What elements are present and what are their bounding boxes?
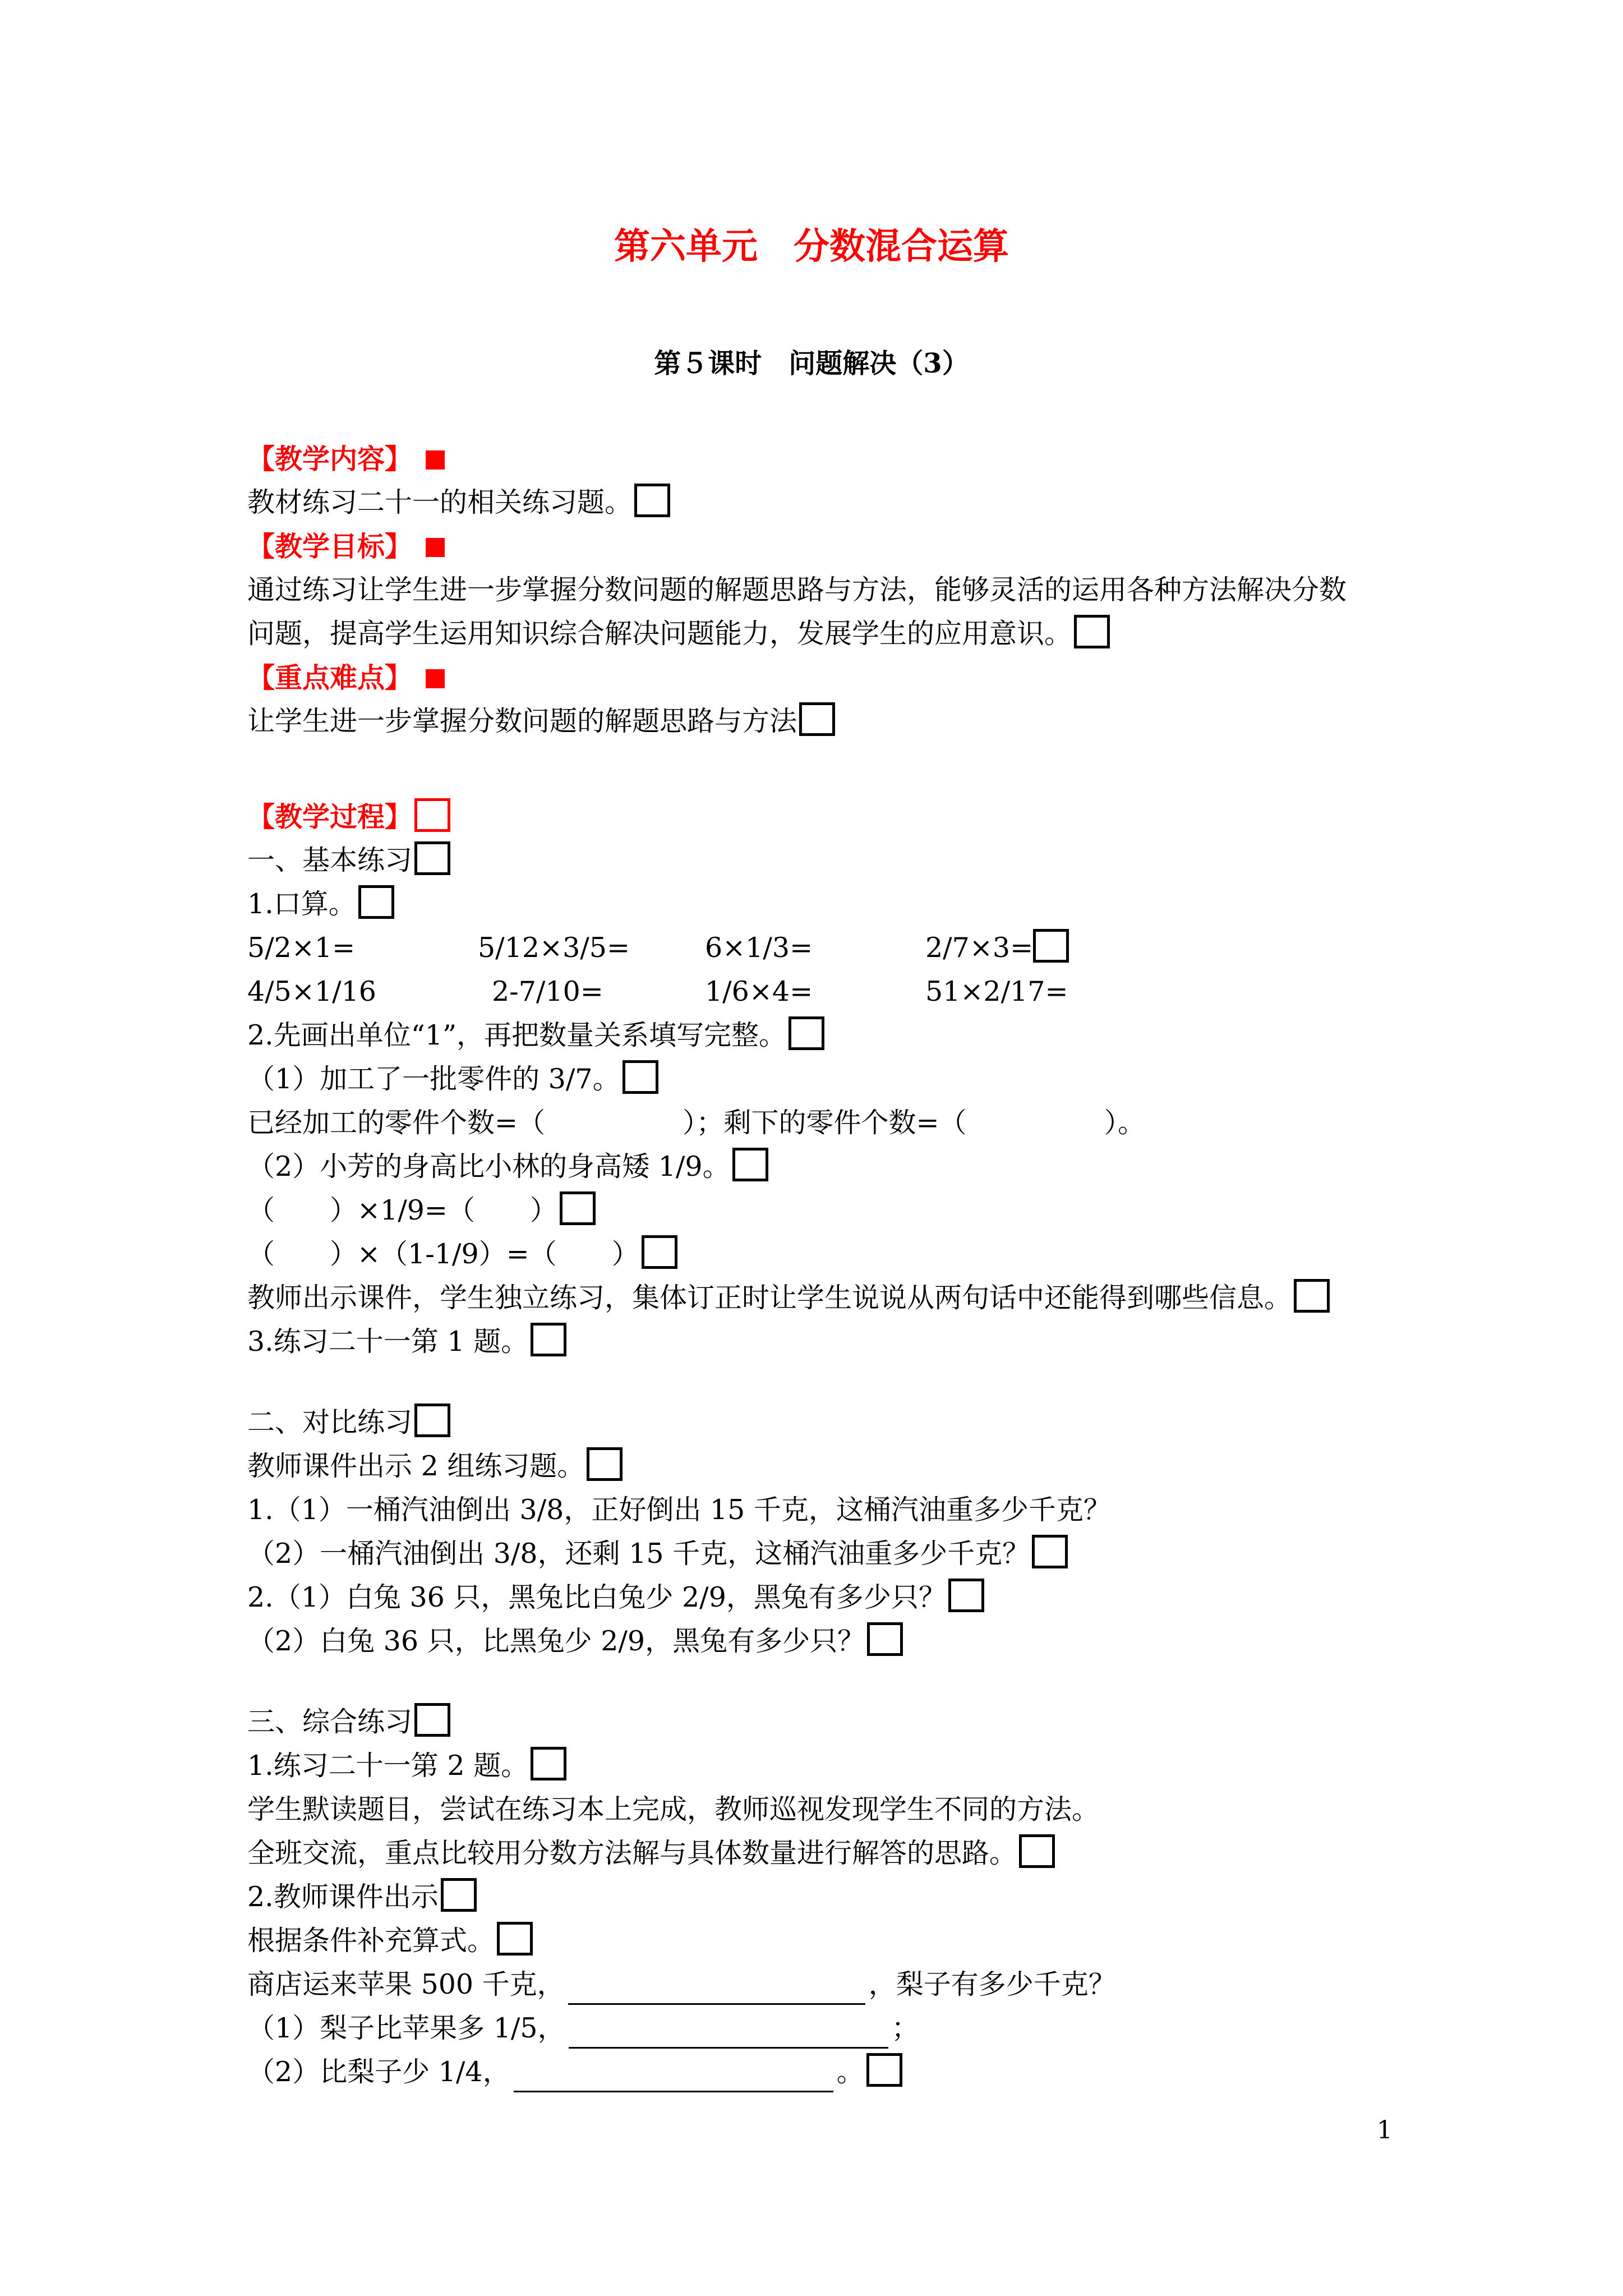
part3-heading: 三、综合练习 [247,1706,413,1738]
checkbox-icon[interactable] [497,1922,533,1955]
content-heading: 【教学内容】 [247,443,413,475]
red-square-icon [426,450,445,470]
part3-q2-line [247,1877,477,1917]
part1-q2-1-fill: 已经加工的零件个数=（ ）；剩下的零件个数=（ ）。 [247,1107,1146,1139]
page-number: 1 [1377,2116,1393,2145]
calc-item: 2-7/10= [492,976,603,1007]
calc-item: 51×2/17= [925,976,1068,1007]
checkbox-icon[interactable] [1033,929,1069,963]
part1-q2-1-line [247,1059,658,1099]
key-text: 让学生进一步掌握分数问题的解题思路与方法 [247,705,797,737]
part3-q1-note1-line [247,1789,1099,1830]
key-text-line [247,701,835,742]
calc-item: 5/12×3/5= [478,932,630,964]
calc-item: 2/7×3= [925,932,1034,964]
part1-q2-2-a: （ ）×1/9=（ ） [247,1194,557,1226]
part1-q1-line [247,884,394,924]
part1-q2-2-b-line [247,1234,677,1274]
checkbox-icon[interactable] [531,1323,566,1356]
checkbox-icon[interactable] [414,1404,450,1437]
checkbox-icon[interactable] [867,1622,903,1656]
part1-q2-1-fill-line [247,1103,1145,1143]
part2-intro: 教师课件出示 2 组练习题。 [247,1450,585,1482]
checkbox-icon[interactable] [732,1148,768,1181]
calc-item: 1/6×4= [705,976,813,1007]
goal-text-line-1 [247,570,1347,610]
checkbox-icon[interactable] [634,484,670,517]
red-checkbox-icon[interactable] [414,798,450,832]
part1-q3: 3.练习二十一第 1 题。 [247,1326,529,1358]
part1-q2: 2.先画出单位“1”，再把数量关系填写完整。 [247,1019,787,1051]
part1-q2-2-b: （ ）×（1-1/9）=（ ） [247,1238,639,1270]
answer-blank[interactable] [568,1973,865,2005]
calc-item-last [925,928,1069,968]
part3-q2-2-line [247,2052,902,2092]
teacher-note-line [247,1278,1330,1318]
checkbox-icon[interactable] [531,1747,566,1780]
part2-q1-1: 1.（1）一桶汽油倒出 3/8，正好倒出 15 千克，这桶汽油重多少千克？ [247,1494,1111,1526]
goal-text-1: 通过练习让学生进一步掌握分数问题的解题思路与方法，能够灵活的运用各种方法解决分数 [247,574,1347,606]
part3-q1: 1.练习二十一第 2 题。 [247,1750,529,1782]
part2-heading: 二、对比练习 [247,1406,413,1438]
part1-heading-line [247,840,450,881]
calc-item: 4/5×1/16 [247,976,376,1007]
calc-row-1 [247,928,1089,968]
part1-q2-2-a-line [247,1190,596,1231]
answer-blank[interactable] [514,2060,833,2092]
checkbox-icon[interactable] [414,841,450,875]
part3-q2-stem-a: 商店运来苹果 500 千克， [247,1968,565,2000]
part1-q1: 1.口算。 [247,888,356,920]
answer-blank[interactable] [569,2017,888,2049]
calc-row-2 [247,972,1089,1012]
red-square-icon [426,538,445,557]
checkbox-icon[interactable] [560,1191,596,1225]
checkbox-icon[interactable] [1019,1834,1055,1868]
checkbox-icon[interactable] [789,1016,824,1050]
part3-q2-1: （1）梨子比苹果多 1/5， [247,2012,565,2044]
part1-heading: 一、基本练习 [247,844,413,876]
goal-text-line-2 [247,614,1110,654]
calc-item: 5/2×1= [247,932,356,964]
red-square-icon [426,669,445,688]
part2-q2-1: 2.（1）白兔 36 只，黑兔比白兔少 2/9，黑兔有多少只？ [247,1581,946,1613]
checkbox-icon[interactable] [587,1447,623,1481]
part2-q2-2: （2）白兔 36 只，比黑兔少 2/9，黑兔有多少只？ [247,1625,865,1657]
part2-q1-1-line [247,1490,1111,1530]
part1-q2-1: （1）加工了一批零件的 3/7。 [247,1063,620,1095]
part3-q1-note2: 全班交流，重点比较用分数方法解与具体数量进行解答的思路。 [247,1837,1017,1869]
content-text-line [247,482,670,523]
checkbox-icon[interactable] [948,1579,984,1612]
checkbox-icon[interactable] [799,702,835,736]
part2-q1-2: （2）一桶汽油倒出 3/8，还剩 15 千克，这桶汽油重多少千克？ [247,1538,1030,1570]
checkbox-icon[interactable] [1074,615,1110,648]
checkbox-icon[interactable] [414,1703,450,1737]
content-heading-line [247,439,445,479]
checkbox-icon[interactable] [642,1235,677,1269]
process-heading: 【教学过程】 [247,800,413,833]
part3-q2-stem-b: ，梨子有多少千克？ [868,1968,1116,2000]
part2-q2-2-line [247,1621,903,1662]
checkbox-icon[interactable] [358,885,394,919]
part1-q3-line [247,1322,566,1362]
calc-item: 6×1/3= [705,932,813,964]
part3-q2: 2.教师课件出示 [247,1881,439,1913]
checkbox-icon[interactable] [441,1878,477,1912]
part2-q1-2-line [247,1534,1068,1574]
checkbox-icon[interactable] [1032,1535,1068,1568]
part3-q2-intro: 根据条件补充算式。 [247,1925,495,1957]
part3-q2-1-end: ； [891,2012,919,2044]
part3-q1-note1: 学生默读题目，尝试在练习本上完成，教师巡视发现学生不同的方法。 [247,1793,1100,1825]
part3-q2-2-end: 。 [836,2056,864,2088]
part3-q2-1-line [247,2008,919,2049]
part3-q1-note2-line [247,1833,1055,1874]
checkbox-icon[interactable] [1294,1279,1330,1313]
key-heading-line [247,657,445,698]
content-text: 教材练习二十一的相关练习题。 [247,486,633,518]
part2-heading-line [247,1402,450,1443]
part1-q2-line [247,1015,824,1056]
page-title: 第六单元 分数混合运算 [614,226,1009,268]
part3-q2-stem-line [247,1964,1116,2005]
process-heading-line [247,797,450,837]
part3-q2-intro-line [247,1921,533,1961]
part3-heading-line [247,1702,450,1742]
checkbox-icon[interactable] [623,1060,658,1094]
part1-q2-2: （2）小芳的身高比小林的身高矮 1/9。 [247,1151,730,1182]
goal-text-2: 问题，提高学生运用知识综合解决问题能力，发展学生的应用意识。 [247,618,1072,650]
teacher-note: 教师出示课件，学生独立练习，集体订正时让学生说说从两句话中还能得到哪些信息。 [247,1282,1292,1314]
goal-heading-line [247,526,445,567]
part1-q2-2-line [247,1147,768,1187]
key-heading: 【重点难点】 [247,661,413,694]
part2-intro-line [247,1446,623,1487]
part2-q2-1-line [247,1577,984,1618]
lesson-subtitle: 第５课时 问题解决（3） [654,348,969,379]
checkbox-icon[interactable] [866,2053,902,2087]
part3-q1-line [247,1746,566,1786]
part3-q2-2: （2）比梨子少 1/4， [247,2056,510,2088]
goal-heading: 【教学目标】 [247,530,413,563]
